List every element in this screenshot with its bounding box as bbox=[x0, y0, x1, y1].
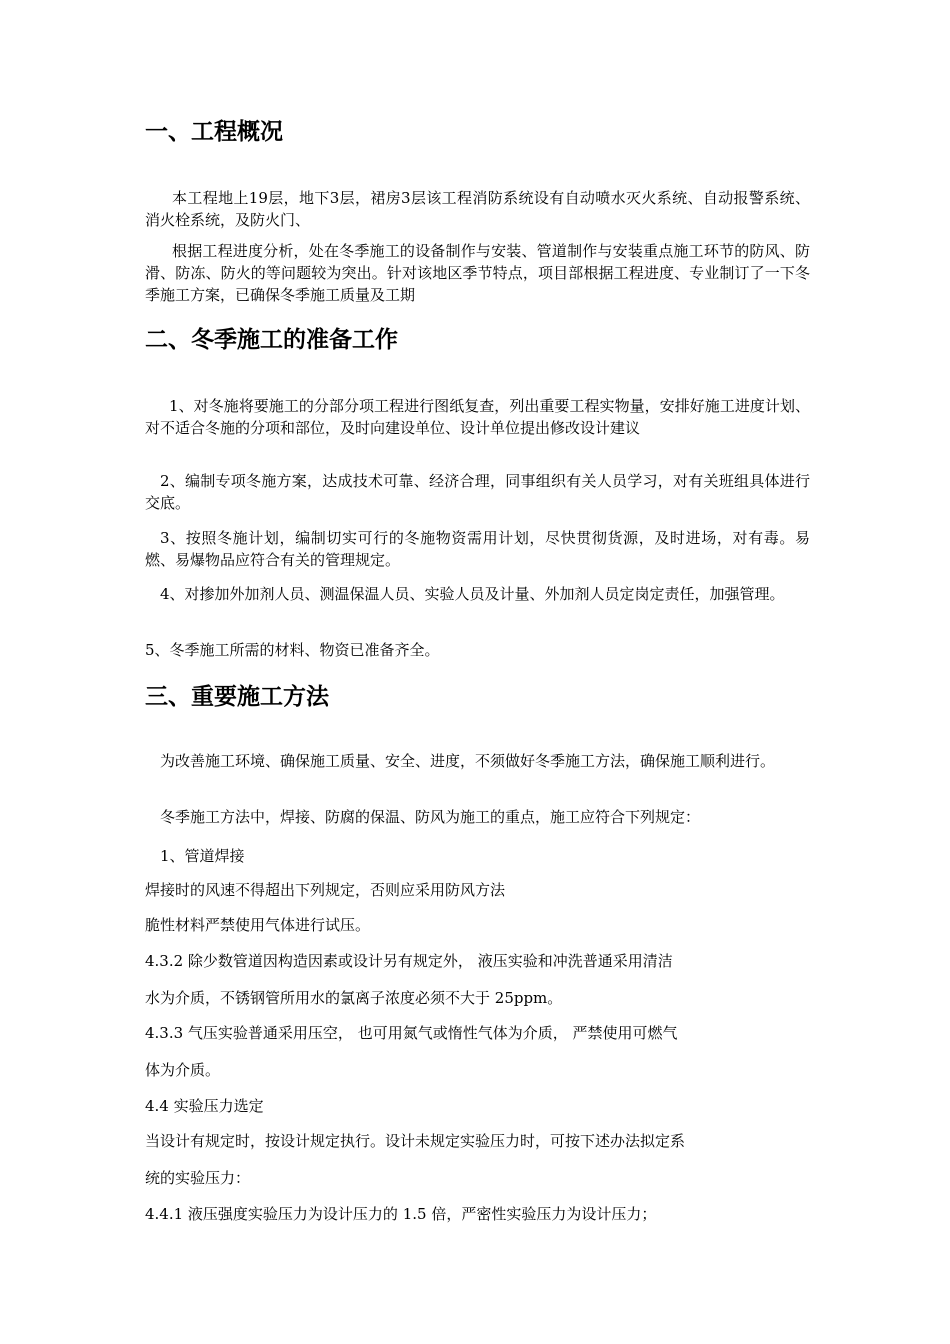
methods-line-wind-speed: 焊接时的风速不得超出下列规定，否则应采用防风方法 bbox=[145, 881, 506, 899]
methods-line-pipe-welding: 1、管道焊接 bbox=[160, 847, 245, 865]
overview-paragraph-2: 根据工程进度分析，处在冬季施工的设备制作与安装、管道制作与安装重点施工环节的防风、防滑、防冻、防火的等问题较为突出。针对该地区季节特点，项目部根据工程进度、专业制订了一下冬季施工方案，已确保冬季施工质量及工期 bbox=[145, 242, 810, 304]
methods-line-4-4: 4.4 实验压力选定 bbox=[145, 1097, 264, 1115]
methods-line-design-pressure-cont: 统的实验压力： bbox=[145, 1169, 251, 1187]
methods-line-brittle-material: 脆性材料严禁使用气体进行试压。 bbox=[145, 916, 371, 934]
preparation-item-1: 1、对冬施将要施工的分部分项工程进行图纸复查，列出重要工程实物量，安排好施工进度计划、对不适合冬施的分项和部位，及时向建设单位、设计单位提出修改设计建议 bbox=[145, 397, 810, 437]
section-heading-methods: 三、重要施工方法 bbox=[145, 684, 329, 710]
preparation-item-2: 2、编制专项冬施方案，达成技术可靠、经济合理，同事组织有关人员学习，对有关班组具体进行交底。 bbox=[145, 472, 810, 512]
methods-line-4-3-3: 4.3.3 气压实验普通采用压空， 也可用氮气或惰性气体为介质， 严禁使用可燃气 bbox=[145, 1024, 678, 1042]
methods-line-design-pressure: 当设计有规定时，按设计规定执行。设计未规定实验压力时，可按下述办法拟定系 bbox=[145, 1132, 686, 1150]
preparation-item-4: 4、对掺加外加剂人员、测温保温人员、实验人员及计量、外加剂人员定岗定责任，加强管理。 bbox=[160, 585, 785, 603]
preparation-item-5: 5、冬季施工所需的材料、物资已准备齐全。 bbox=[145, 641, 440, 659]
methods-line-4-4-1: 4.4.1 液压强度实验压力为设计压力的 1.5 倍，严密性实验压力为设计压力； bbox=[145, 1205, 657, 1223]
methods-paragraph-1: 为改善施工环境、确保施工质量、安全、进度，不须做好冬季施工方法，确保施工顺利进行。 bbox=[160, 752, 776, 770]
preparation-item-3: 3、按照冬施计划，编制切实可行的冬施物资需用计划，尽快贯彻货源，及时进场，对有毒。易燃、易爆物品应符合有关的管理规定。 bbox=[145, 529, 810, 569]
methods-line-4-3-3-cont: 体为介质。 bbox=[145, 1061, 221, 1079]
methods-line-4-3-2: 4.3.2 除少数管道因构造因素或设计另有规定外， 液压实验和冲洗普通采用清洁 bbox=[145, 952, 673, 970]
section-heading-overview: 一、工程概况 bbox=[145, 119, 283, 145]
overview-paragraph-1: 本工程地上19层，地下3层，裙房3层该工程消防系统设有自动喷水灭火系统、自动报警系统、消火栓系统，及防火门、 bbox=[145, 189, 810, 229]
methods-line-4-3-2-cont: 水为介质，不锈钢管所用水的氯离子浓度必须不大于 25ppm。 bbox=[145, 989, 563, 1007]
methods-paragraph-2: 冬季施工方法中，焊接、防腐的保温、防风为施工的重点，施工应符合下列规定： bbox=[160, 808, 701, 826]
section-heading-preparation: 二、冬季施工的准备工作 bbox=[145, 327, 398, 353]
